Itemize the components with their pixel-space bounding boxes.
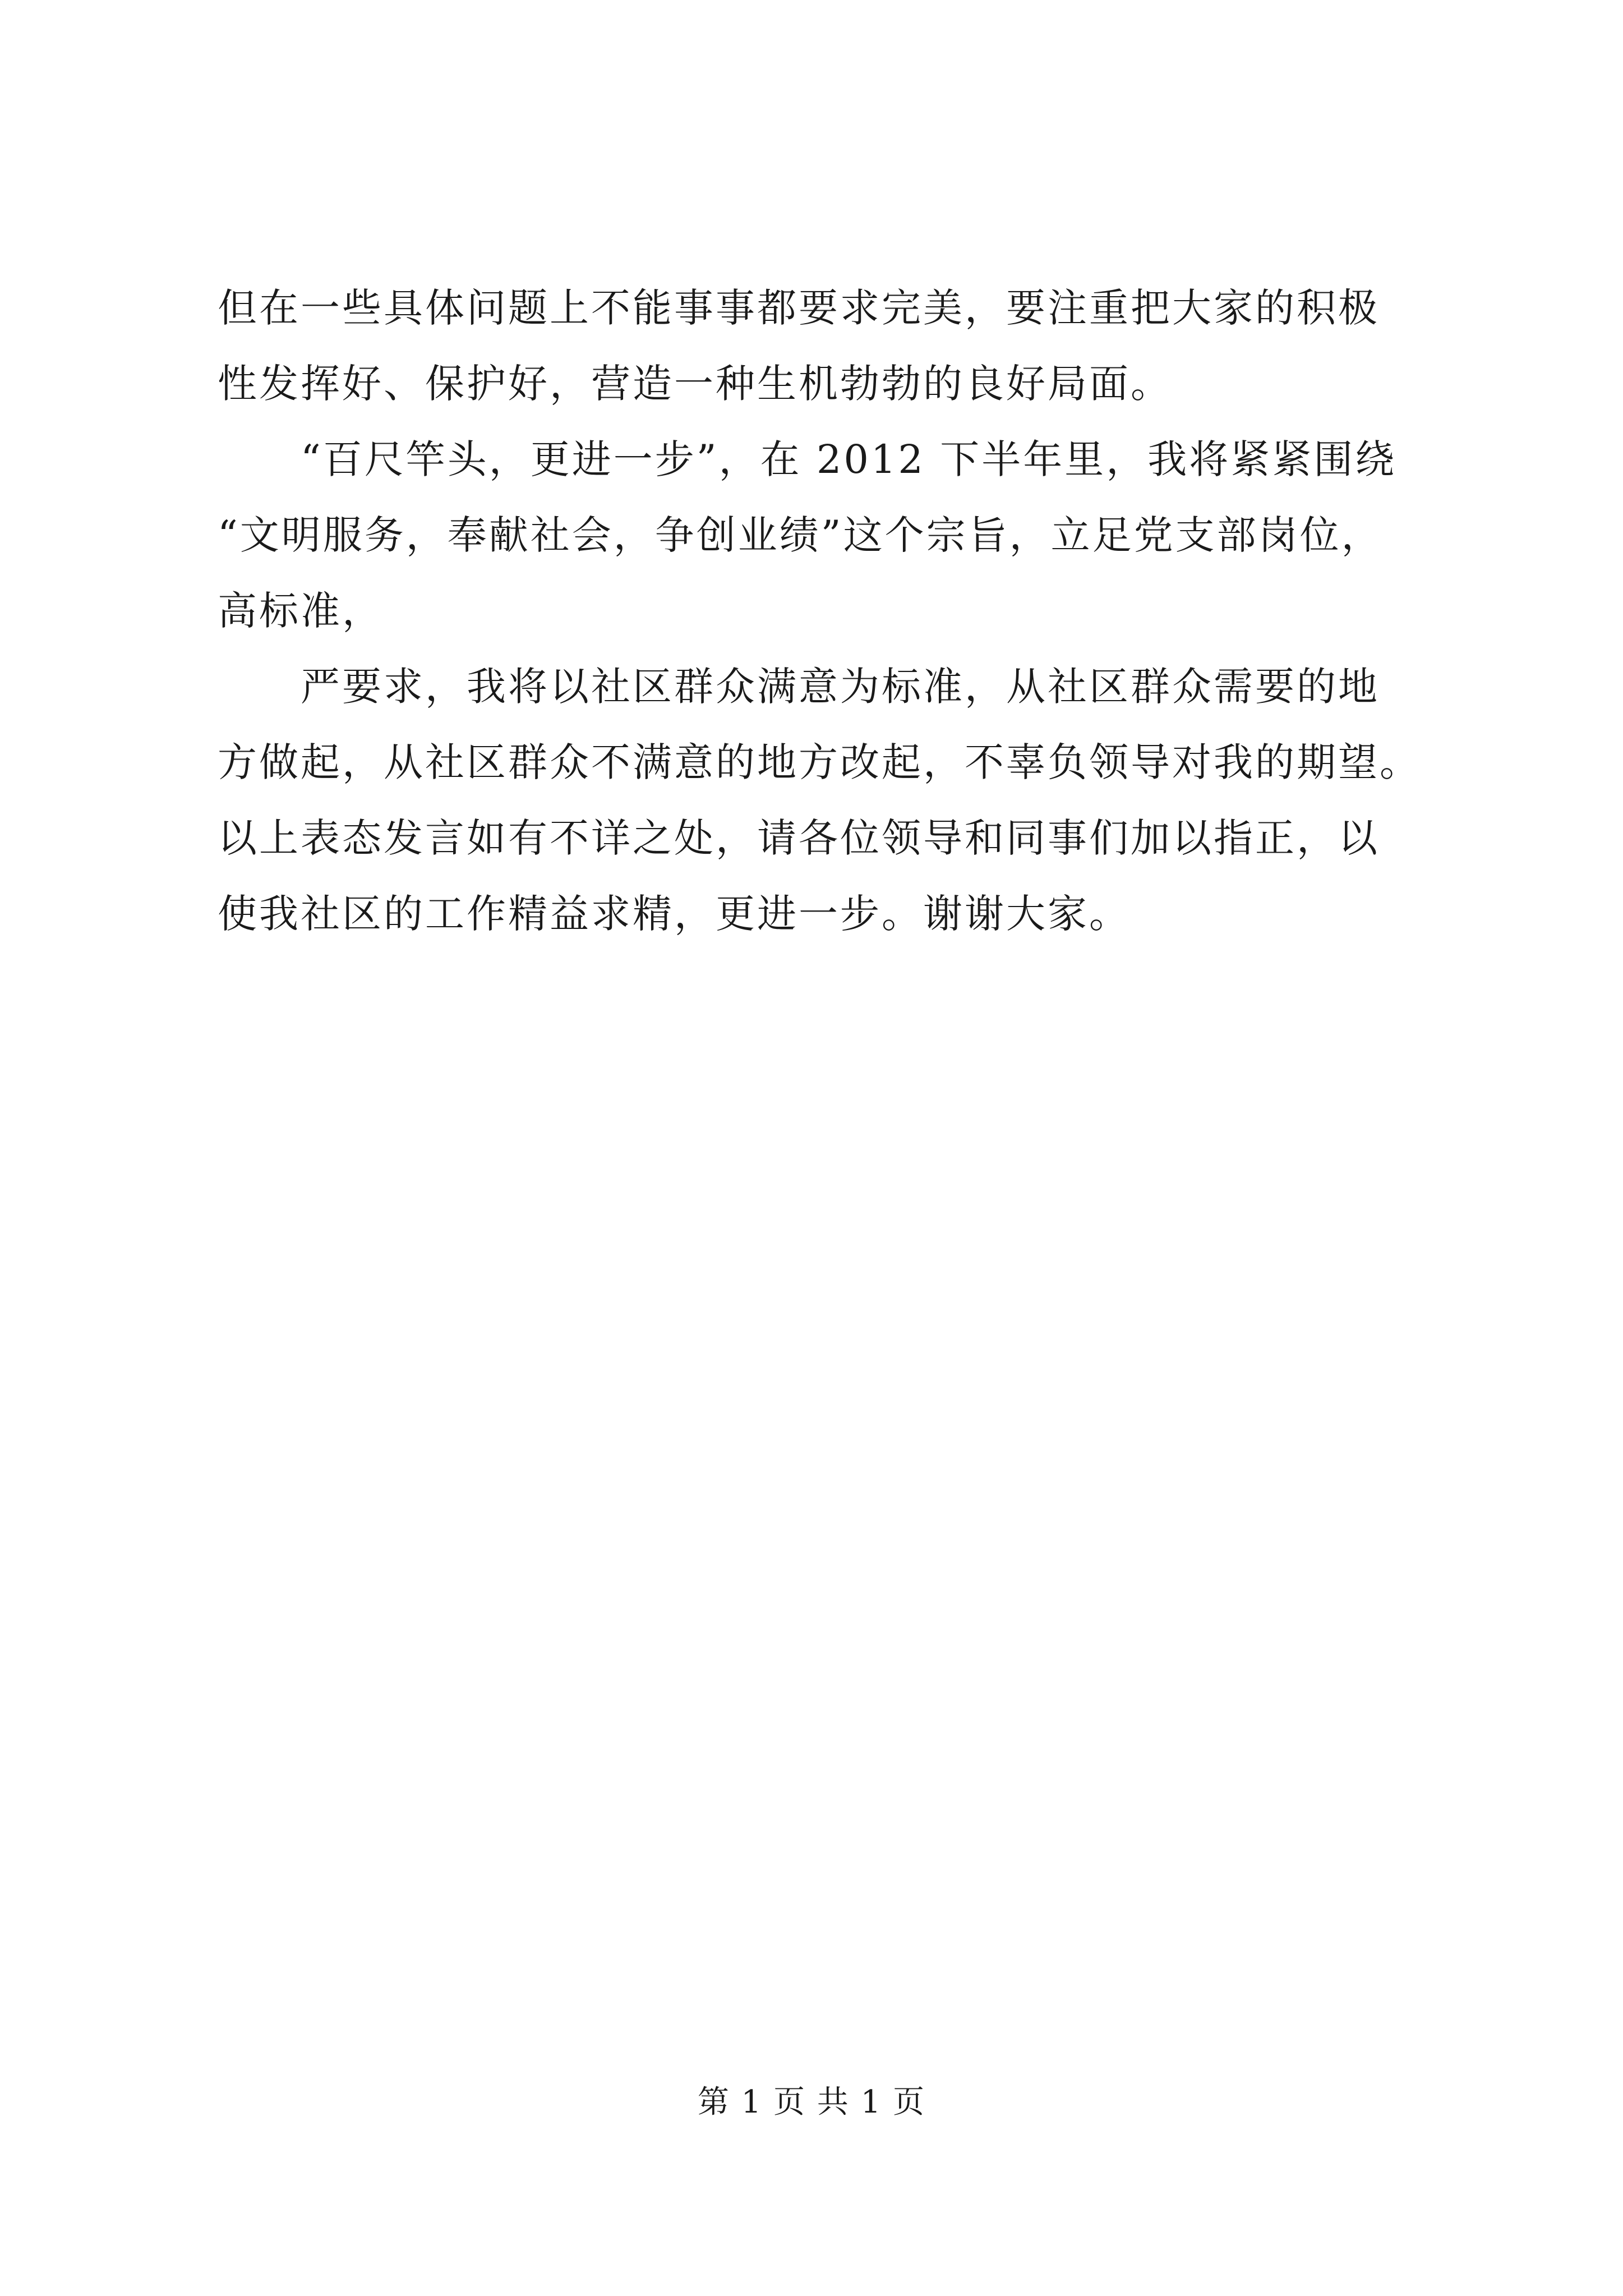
text-line: 使我社区的工作精益求精，更进一步。谢谢大家。 (218, 891, 1131, 937)
text-line: 严要求，我将以社区群众满意为标准，从社区群众需要的地 (218, 664, 1380, 710)
text-line: 但在一些具体问题上不能事事都要求完美，要注重把大家的积极 (218, 285, 1380, 331)
document-body (218, 270, 1421, 952)
text-line: 性发挥好、保护好，营造一种生机勃勃的良好局面。 (218, 361, 1172, 407)
text-line: 以上表态发言如有不详之处，请各位领导和同事们加以指正，以 (218, 815, 1380, 861)
text-line: “百尺竿头，更进一步”，在 2012 下半年里，我将紧紧围绕 (218, 436, 1397, 482)
page-footer: 第 1 页 共 1 页 (697, 2084, 926, 2120)
text-line: “文明服务，奉献社会，争创业绩”这个宗旨，立足党支部岗位， (218, 512, 1383, 558)
text-line: 方做起，从社区群众不满意的地方改起，不辜负领导对我的期望。 (218, 739, 1421, 785)
text-line: 高标准， (218, 588, 384, 634)
